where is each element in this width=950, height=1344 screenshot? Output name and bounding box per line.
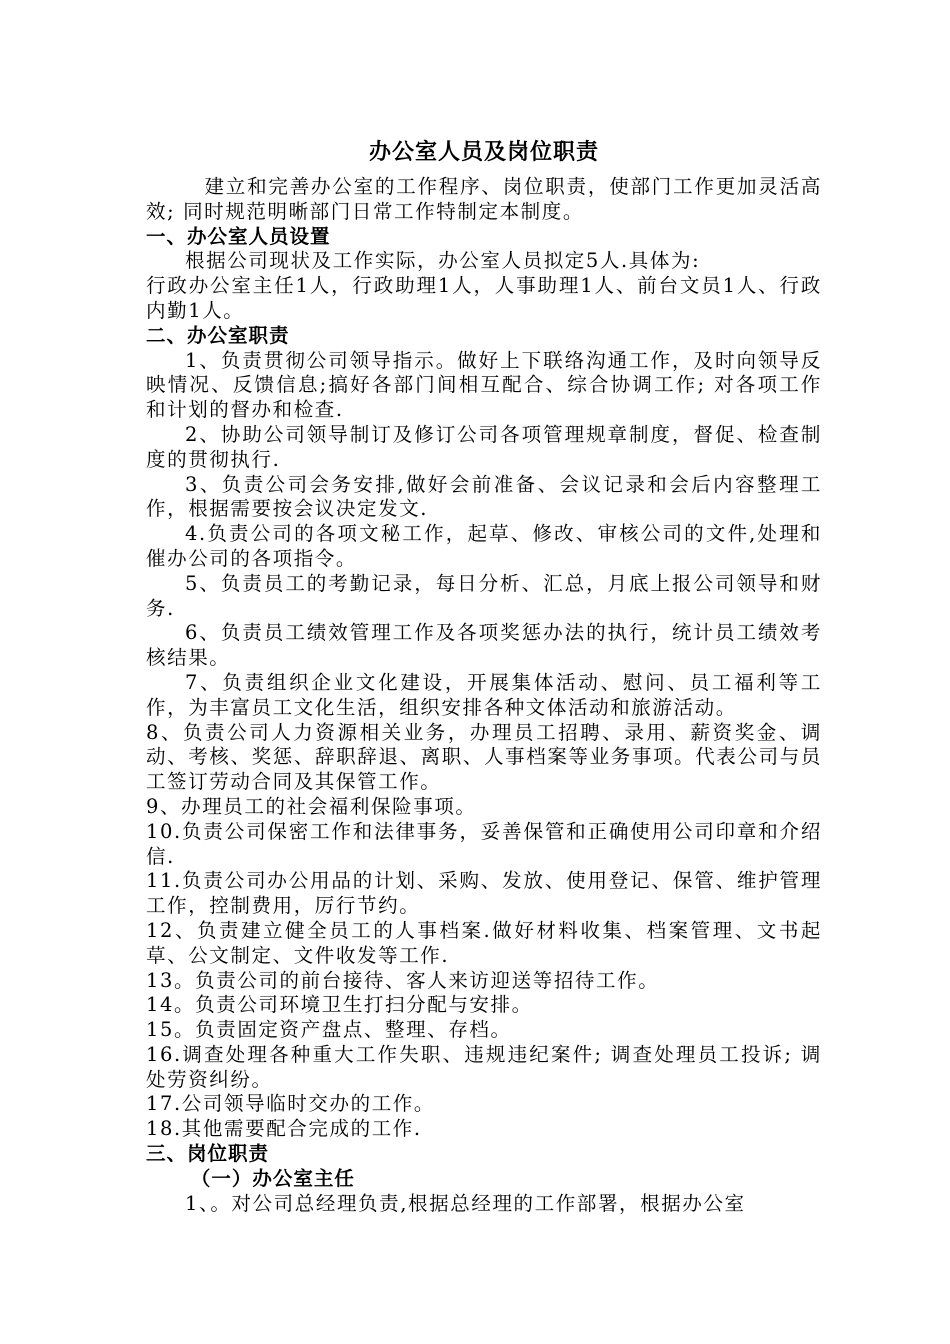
document-page [146, 132, 822, 1216]
section-3-subheading-office-director: （一）办公室主任 [190, 1166, 355, 1190]
office-director-duty-1: 1、。对公司总经理负责,根据总经理的工作部署，根据办公室 [185, 1191, 746, 1215]
section-1-heading: 一、办公室人员设置 [146, 224, 331, 248]
document-title: 办公室人员及岗位职责 [368, 140, 599, 165]
duty-item-6: 6、负责员工绩效管理工作及各项奖惩办法的执行，统计员工绩效考核结果。 [146, 621, 822, 670]
duty-item-16: 16.调查处理各种重大工作失职、违规违纪案件; 调查处理员工投诉; 调处劳资纠纷。 [146, 1042, 822, 1091]
duty-item-14: 14。负责公司环境卫生打扫分配与安排。 [146, 993, 533, 1017]
section-3-heading: 三、岗位职责 [146, 1142, 270, 1166]
duty-item-2: 2、协助公司领导制订及修订公司各项管理规章制度，督促、检查制度的贯彻执行. [146, 422, 822, 471]
duty-item-18: 18.其他需要配合完成的工作. [146, 1117, 422, 1141]
duty-item-13: 13。负责公司的前台接待、客人来访迎送等招待工作。 [146, 968, 660, 992]
section-1-detail: 行政办公室主任1人，行政助理1人，人事助理1人、前台文员1人、行政内勤1人。 [146, 274, 822, 322]
duty-item-7: 7、负责组织企业文化建设，开展集体活动、慰问、员工福利等工作，为丰富员工文化生活，组织安排各种文体活动和旅游活动。 [146, 670, 822, 719]
duty-item-3: 3、负责公司会务安排,做好会前准备、会议记录和会后内容整理工作，根据需要按会议决定发文. [146, 472, 822, 521]
intro-paragraph: 建立和完善办公室的工作程序、岗位职责，使部门工作更加灵活高效; 同时规范明晰部门日常工作特制定本制度。 [146, 175, 822, 223]
duty-item-10: 10.负责公司保密工作和法律事务，妥善保管和正确使用公司印章和介绍信. [146, 819, 822, 868]
duty-item-5: 5、负责员工的考勤记录，每日分析、汇总，月底上报公司领导和财务. [146, 571, 822, 620]
duty-item-4: 4.负责公司的各项文秘工作，起草、修改、审核公司的文件,处理和催办公司的各项指令。 [146, 522, 822, 570]
duty-item-11: 11.负责公司办公用品的计划、采购、发放、使用登记、保管、维护管理工作，控制费用，厉行节约。 [146, 869, 822, 918]
duty-item-12: 12、负责建立健全员工的人事档案.做好材料收集、档案管理、文书起草、公文制定、文件收发等工作. [146, 918, 822, 967]
section-2-heading: 二、办公室职责 [146, 323, 290, 347]
duty-item-17: 17.公司领导临时交办的工作。 [146, 1092, 436, 1116]
duty-item-9: 9、办理员工的社会福利保险事项。 [146, 794, 477, 818]
duty-item-8: 8、负责公司人力资源相关业务，办理员工招聘、录用、薪资奖金、调动、考核、奖惩、辞职辞退、离职、人事档案等业务事项。代表公司与员工签订劳动合同及其保管工作。 [146, 720, 822, 794]
duty-item-1: 1、负责贯彻公司领导指示。做好上下联络沟通工作，及时向领导反映情况、反馈信息;搞好各部门间相互配合、综合协调工作; 对各项工作和计划的督办和检查. [146, 348, 822, 422]
duty-item-15: 15。负责固定资产盘点、整理、存档。 [146, 1018, 512, 1042]
section-1-lead: 根据公司现状及工作实际，办公室人员拟定5人.具体为: [185, 249, 701, 273]
